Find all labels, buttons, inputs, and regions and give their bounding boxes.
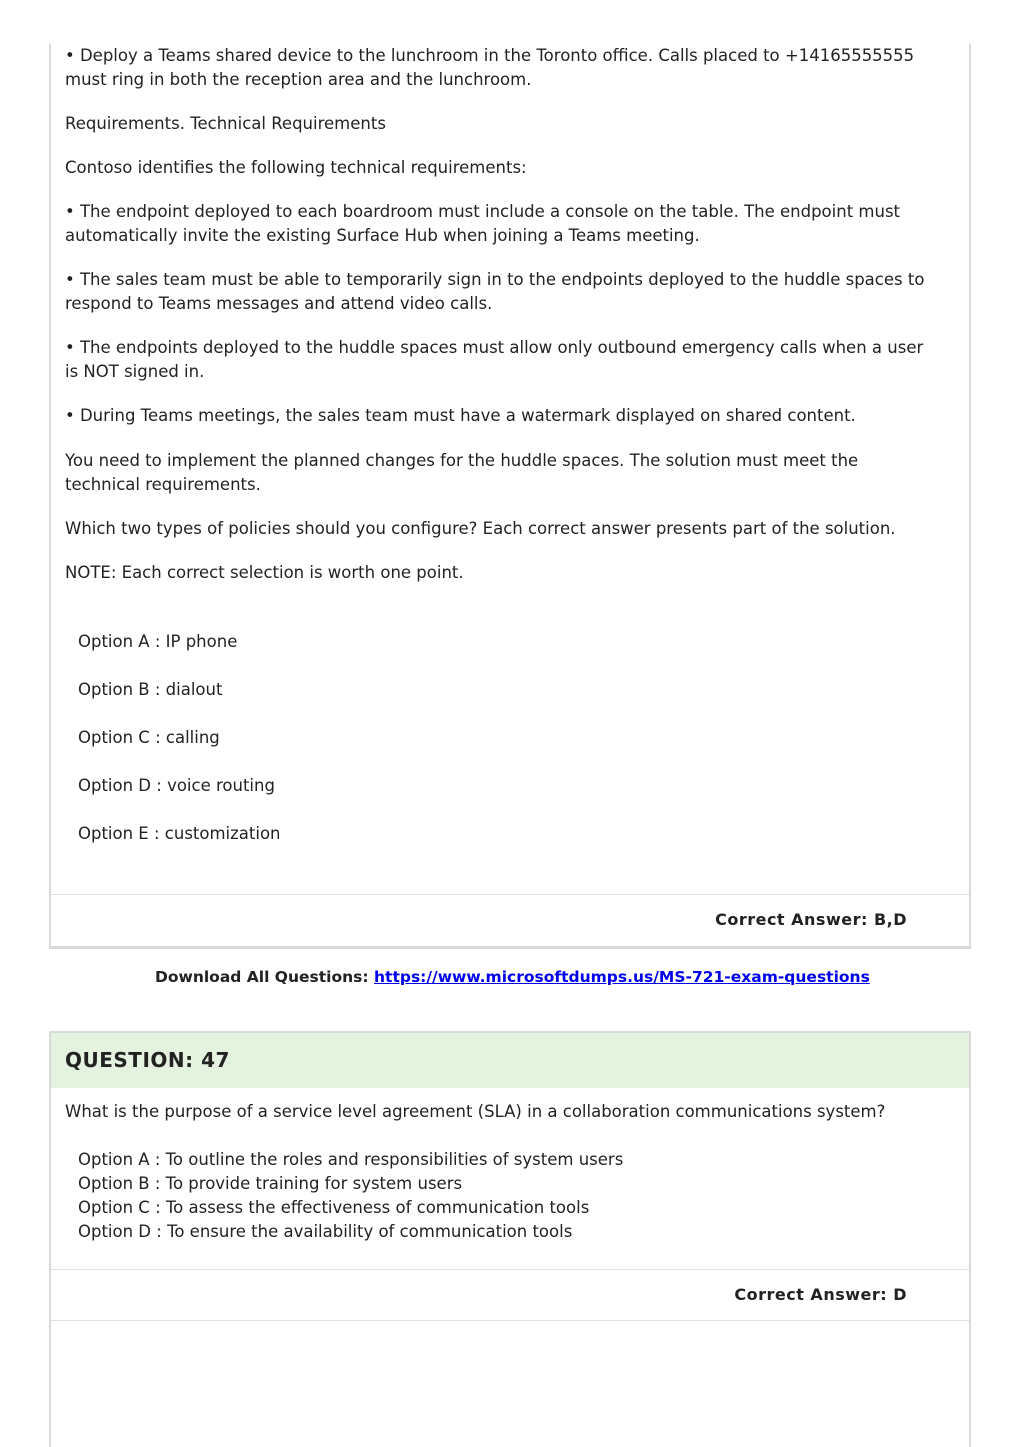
question-46-card bbox=[49, 44, 971, 949]
requirement-lunchroom: • Deploy a Teams shared device to the lunchroom in the Toronto office. Calls placed to +14165555555 must ring in both the reception area and the lunchroom. bbox=[65, 46, 915, 89]
option-c[interactable]: Option C : To assess the effectiveness of communication tools bbox=[78, 1198, 590, 1217]
question-47-card bbox=[49, 1031, 971, 1447]
requirement-emergency: • The endpoints deployed to the huddle spaces must allow only outbound emergency calls when a user is NOT signed in. bbox=[65, 338, 924, 381]
section-heading: Requirements. Technical Requirements bbox=[65, 114, 386, 133]
question-text: Which two types of policies should you configure? Each correct answer presents part of the solution. bbox=[65, 519, 896, 538]
option-b[interactable]: Option B : To provide training for system users bbox=[78, 1174, 463, 1193]
option-c[interactable]: Option C : calling bbox=[78, 728, 220, 747]
requirement-boardroom: • The endpoint deployed to each boardroom must include a console on the table. The endpoint must automatically invite the existing Surface Hub when joining a Teams meeting. bbox=[65, 202, 901, 245]
download-label: Download All Questions: bbox=[155, 968, 369, 986]
download-link[interactable]: https://www.microsoftdumps.us/MS-721-exam-questions bbox=[374, 968, 870, 986]
option-d[interactable]: Option D : To ensure the availability of communication tools bbox=[78, 1222, 573, 1241]
intro-text: Contoso identifies the following technical requirements: bbox=[65, 158, 527, 177]
correct-answer: Correct Answer: D bbox=[734, 1285, 907, 1304]
download-line bbox=[155, 968, 870, 986]
option-e[interactable]: Option E : customization bbox=[78, 824, 281, 843]
note-text: NOTE: Each correct selection is worth one point. bbox=[65, 563, 464, 582]
divider bbox=[51, 1269, 969, 1270]
option-a[interactable]: Option A : To outline the roles and responsibilities of system users bbox=[78, 1150, 624, 1169]
question-title: QUESTION: 47 bbox=[65, 1048, 230, 1072]
requirement-watermark: • During Teams meetings, the sales team must have a watermark displayed on shared content. bbox=[65, 406, 856, 425]
divider bbox=[51, 1320, 969, 1321]
option-a[interactable]: Option A : IP phone bbox=[78, 632, 238, 651]
question-text: What is the purpose of a service level agreement (SLA) in a collaboration communications system? bbox=[65, 1102, 886, 1121]
question-header bbox=[51, 1033, 969, 1088]
requirement-sales-signin: • The sales team must be able to temporarily sign in to the endpoints deployed to the huddle spaces to respond to Teams messages and attend video calls. bbox=[65, 270, 925, 313]
divider bbox=[51, 894, 969, 895]
option-d[interactable]: Option D : voice routing bbox=[78, 776, 275, 795]
task-text: You need to implement the planned changes for the huddle spaces. The solution must meet the technical requirements. bbox=[65, 451, 859, 494]
option-b[interactable]: Option B : dialout bbox=[78, 680, 223, 699]
correct-answer: Correct Answer: B,D bbox=[715, 910, 907, 929]
